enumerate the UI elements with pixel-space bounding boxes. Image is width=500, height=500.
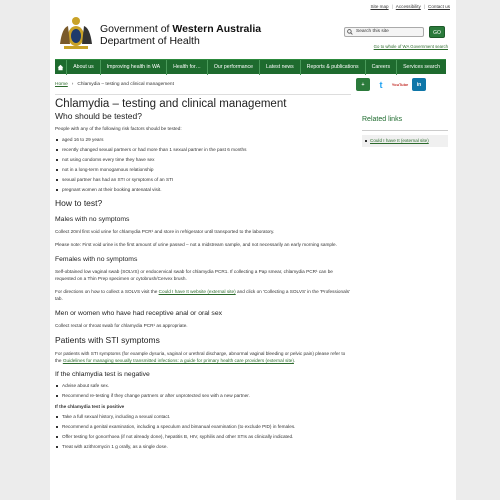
text: For directions on how to collect a SOLVS visit the <box>55 289 159 294</box>
nav-health-for[interactable]: Health for… <box>167 60 208 75</box>
sti-guidelines-link[interactable]: Guidelines for managing sexually transmitted infections: a guide for primary health care providers (external site) <box>62 358 294 363</box>
breadcrumb-home[interactable]: Home <box>55 82 68 87</box>
negative-heading: If the chlamydia test is negative <box>55 371 150 378</box>
breadcrumb-current: Chlamydia – testing and clinical management <box>77 82 174 87</box>
breadcrumb-chevron-icon: › <box>71 82 74 87</box>
wa-crest-logo[interactable] <box>56 14 96 52</box>
who-intro: People with any of the following risk factors should be tested: <box>55 126 182 131</box>
go-button[interactable]: GO <box>429 26 445 38</box>
sti-heading: Patients with STI symptoms <box>55 335 160 345</box>
list-item: recently changed sexual partners or had more than 1 sexual partner in the past 6 months <box>55 145 351 155</box>
twitter-icon[interactable]: t <box>374 78 388 91</box>
negative-list <box>55 381 351 401</box>
could-i-have-it-link[interactable]: Could I have It website (external site) <box>158 289 236 294</box>
page <box>50 0 456 500</box>
utility-links <box>370 4 450 9</box>
text: For patients with STI symptoms (for example dysuria, vaginal or urethral discharge, abnormal vaginal bleeding or pelvic pain) please refer to the <box>55 351 346 363</box>
nav-home[interactable] <box>55 60 67 75</box>
list-item: aged 16 to 29 years <box>55 135 351 145</box>
department-title[interactable] <box>100 23 261 47</box>
list-item: pregnant women at their booking antenatal visit. <box>55 185 351 195</box>
related-link-item <box>362 135 448 147</box>
linkedin-icon[interactable]: in <box>412 78 426 91</box>
nav-services-search[interactable]: Services search <box>403 63 440 70</box>
site-map-link[interactable]: Site map <box>370 4 389 9</box>
separator: | <box>423 4 426 9</box>
social-links <box>356 78 426 91</box>
risk-factor-list <box>55 135 351 195</box>
list-item: not in a long-term monogamous relationship <box>55 165 351 175</box>
positive-heading: If the chlamydia test is positive <box>55 404 125 409</box>
nav-our-performance[interactable]: Our performance <box>208 60 260 75</box>
males-p2: Please note: First void urine is the first amount of urine passed – not a midstream sample, and not necessarily an early morning sample. <box>55 242 337 247</box>
list-item: Treat with azithromycin 1 g orally, as a single dose. <box>55 442 351 452</box>
list-item: sexual partner has had an STI or symptoms of an STI <box>55 175 351 185</box>
breadcrumb <box>55 82 174 87</box>
nav-latest-news[interactable]: Latest news <box>260 60 301 75</box>
males-p1: Collect 20ml first void urine for chlamydia PCR¹ and store in refrigerator until transported to the laboratory. <box>55 229 275 234</box>
list-item: not using condoms every time they have sex <box>55 155 351 165</box>
department-name: Department of Health <box>100 35 200 47</box>
sti-p <box>55 350 351 364</box>
whole-gov-search-link[interactable]: Go to whole of WA Government search <box>373 44 448 49</box>
list-item: Advise about safe sex. <box>55 381 351 391</box>
contact-us-link[interactable]: Contact us <box>428 4 450 9</box>
anal-oral-p: Collect rectal or throat swab for chlamydia PCR¹ as appropriate. <box>55 323 188 328</box>
related-links-heading: Related links <box>362 98 448 131</box>
nav-reports[interactable]: Reports & publications <box>301 60 366 75</box>
list-item: Take a full sexual history, including a sexual contact. <box>55 412 351 422</box>
females-p2 <box>55 288 351 302</box>
main-content <box>55 98 351 452</box>
search-icon <box>347 29 353 35</box>
list-item: Offer testing for gonorrhoea (if not already done), hepatitis B, HIV, syphilis and other STIs as clinically indicated. <box>55 432 351 442</box>
how-heading: How to test? <box>55 198 103 208</box>
nav-improving-health[interactable]: Improving health in WA <box>101 60 167 75</box>
youtube-icon[interactable]: YouTube <box>392 78 408 91</box>
who-heading: Who should be tested? <box>55 111 142 121</box>
nav-about-us[interactable]: About us <box>67 60 100 75</box>
accessibility-link[interactable]: Accessibility <box>395 4 421 9</box>
related-link-could-i-have-it[interactable]: Could I have It (external site) <box>370 138 429 143</box>
males-heading: Males with no symptoms <box>55 216 130 223</box>
main-nav <box>55 59 446 74</box>
text: and click on 'Collecting a SOLVS' in the 'Professionals' tab. <box>55 289 350 301</box>
females-heading: Females with no symptoms <box>55 256 138 263</box>
list-item: Recommend a genital examination, including a speculum and bimanual examination (to exclude PID) in females. <box>55 422 351 432</box>
divider <box>55 94 351 95</box>
separator: | <box>391 4 393 9</box>
page-title: Chlamydia – testing and clinical management <box>55 98 287 110</box>
sidebar <box>362 98 448 147</box>
search-input[interactable] <box>344 27 424 37</box>
text: . <box>293 358 296 363</box>
gov-state: Western Australia <box>172 23 262 35</box>
females-p1: Self-obtained low vaginal swab (SOLVS) or endocervical swab for chlamydia PCR1. If collecting a Pap smear, chlamydia PCR¹ can be requested on a Thin Prep specimen or cytobrush/Cervex brush. <box>55 269 333 281</box>
gov-prefix: Government of <box>100 23 173 35</box>
search-placeholder: Search this site <box>356 29 389 34</box>
nav-careers[interactable]: Careers <box>366 60 397 75</box>
positive-list <box>55 412 351 452</box>
list-item: Recommend re-testing if they change partners or after unprotected sex with a new partner. <box>55 391 351 401</box>
home-icon <box>57 64 64 71</box>
share-icon[interactable]: + <box>356 78 370 91</box>
anal-oral-heading: Men or women who have had receptive anal or oral sex <box>55 310 222 317</box>
